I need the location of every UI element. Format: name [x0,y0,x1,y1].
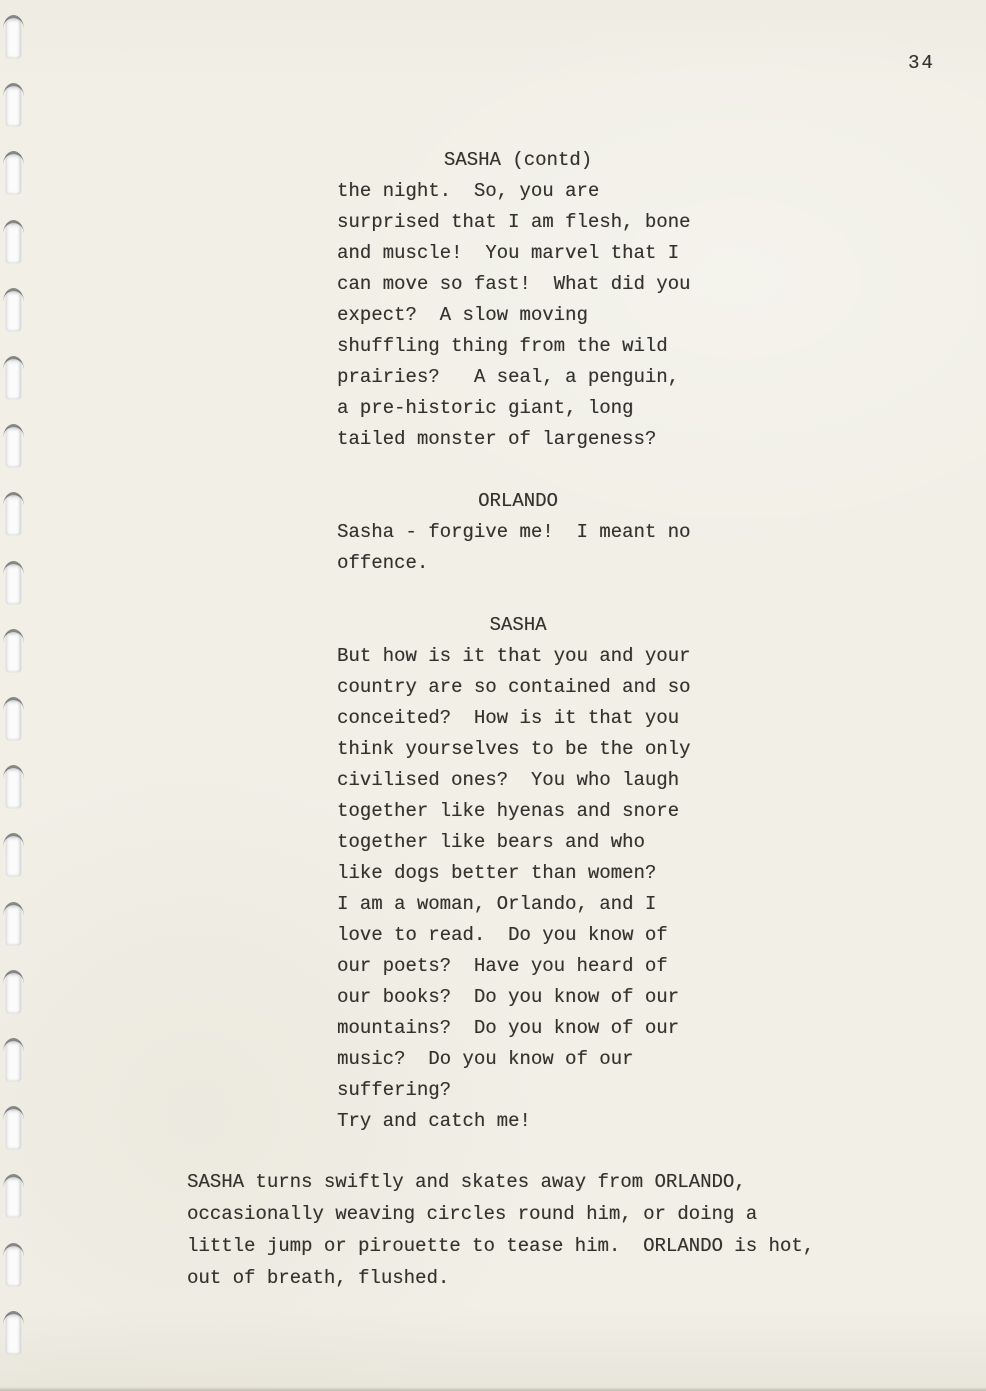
dialogue-block-orlando [337,486,699,579]
speaker-name: ORLANDO [478,490,558,512]
script-line: like dogs better than women? [337,862,657,884]
page-number: 34 [908,52,935,74]
script-line: Sasha - forgive me! I meant no [337,521,691,543]
binding-hole [6,632,21,672]
script-line: music? Do you know of our [337,1048,634,1070]
binding-hole [6,154,21,194]
script-line: little jump or pirouette to tease him. ORLANDO is hot, [187,1235,815,1257]
script-line: SASHA turns swiftly and skates away from ORLANDO, [187,1171,746,1193]
binding-hole [6,700,21,740]
binding-hole [6,1109,21,1149]
script-line: mountains? Do you know of our [337,1017,680,1039]
script-line: offence. [337,552,429,574]
script-line: love to read. Do you know of [337,924,668,946]
script-line: shuffling thing from the wild [337,335,668,357]
binding-hole [6,495,21,535]
script-line: together like hyenas and snore [337,800,680,822]
dialogue-lines [337,517,699,579]
speaker-name: SASHA (contd) [443,149,593,171]
script-line: our books? Do you know of our [337,986,680,1008]
script-line: together like bears and who [337,831,645,853]
binding-hole [6,1041,21,1081]
dialogue-block-sasha [337,610,699,1137]
dialogue-lines [337,176,699,455]
script-line: civilised ones? You who laugh [337,769,680,791]
script-line: think yourselves to be the only [337,738,691,760]
script-line: surprised that I am flesh, bone [337,211,691,233]
action-lines [187,1166,887,1294]
binding-hole [6,86,21,126]
script-line: Try and catch me! [337,1110,531,1132]
binding-hole [6,427,21,467]
script-line: out of breath, flushed. [187,1267,450,1289]
script-line: a pre-historic giant, long [337,397,634,419]
script-line: prairies? A seal, a penguin, [337,366,680,388]
script-line: conceited? How is it that you [337,707,680,729]
dialogue-block-sasha-contd [337,145,699,455]
script-line: country are so contained and so [337,676,691,698]
script-line: But how is it that you and your [337,645,691,667]
script-line: can move so fast! What did you [337,273,691,295]
binding-hole [6,973,21,1013]
script-line: expect? A slow moving [337,304,588,326]
binding-hole [6,768,21,808]
binding-hole [6,18,21,58]
scan-bottom-edge [0,1387,986,1391]
script-line: our poets? Have you heard of [337,955,668,977]
binding-hole [6,564,21,604]
binding-hole [6,1314,21,1354]
script-line: and muscle! You marvel that I [337,242,680,264]
binding-hole [6,1246,21,1286]
action-block [187,1166,887,1294]
script-line: the night. So, you are [337,180,600,202]
dialogue-lines [337,641,699,1137]
script-line: tailed monster of largeness? [337,428,657,450]
binding-hole [6,905,21,945]
binding-hole [6,836,21,876]
binding-hole [6,359,21,399]
speaker-name: SASHA [489,614,547,636]
script-line: I am a woman, Orlando, and I [337,893,657,915]
binding-hole [6,1177,21,1217]
binding-hole [6,291,21,331]
script-line: occasionally weaving circles round him, or doing a [187,1203,758,1225]
script-line: suffering? [337,1079,452,1101]
binding-hole [6,223,21,263]
